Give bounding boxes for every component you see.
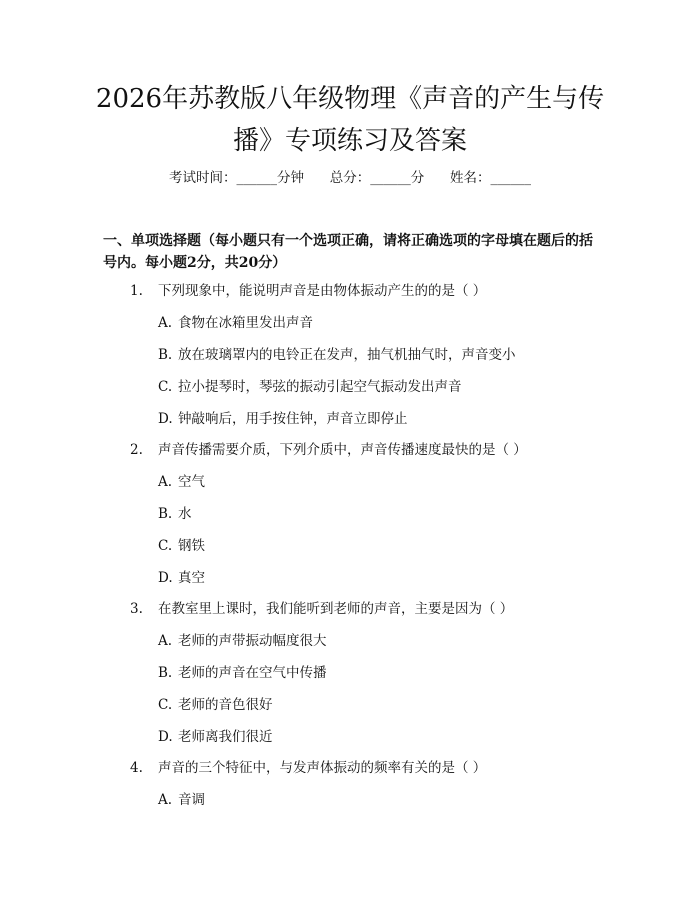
question-number: 3. <box>130 601 143 617</box>
option-letter: D. <box>158 729 173 745</box>
section-heading <box>103 230 610 274</box>
option-text: 水 <box>178 506 192 522</box>
question-text: 声音传播需要介质，下列介质中，声音传播速度最快的是（ ） <box>158 442 527 458</box>
option-letter: C. <box>158 379 173 395</box>
question-text: 声音的三个特征中，与发声体振动的频率有关的是（ ） <box>158 760 487 776</box>
option-text: 空气 <box>178 474 205 490</box>
question-text: 下列现象中，能说明声音是由物体振动产生的的是（ ） <box>158 283 487 299</box>
option-text: 老师的声音在空气中传播 <box>178 665 327 681</box>
title-line-2: 播》专项练习及答案 <box>232 126 467 156</box>
option-letter: A. <box>158 633 173 649</box>
option-letter: D. <box>158 411 173 427</box>
option-text: 钟敲响后，用手按住钟，声音立即停止 <box>178 411 408 427</box>
option-text: 钢铁 <box>178 538 205 554</box>
option-letter: B. <box>158 506 173 522</box>
option-text: 真空 <box>178 570 205 586</box>
option-text: 音调 <box>178 792 205 808</box>
option-letter: A. <box>158 792 173 808</box>
option-letter: C. <box>158 697 173 713</box>
option-text: 老师的音色很好 <box>178 697 273 713</box>
option-text: 食物在冰箱里发出声音 <box>178 315 313 331</box>
option-text: 拉小提琴时，琴弦的振动引起空气振动发出声音 <box>178 379 462 395</box>
section-heading-line-1: 一、单项选择题（每小题只有一个选项正确，请将正确选项的字母填在题后的括 <box>103 233 593 249</box>
option-text: 老师离我们很近 <box>178 729 273 745</box>
section-heading-line-2: 号内。每小题2分，共20分） <box>103 255 287 271</box>
option-letter: B. <box>158 665 173 681</box>
option-text: 老师的声带振动幅度很大 <box>178 633 327 649</box>
question-number: 2. <box>130 442 143 458</box>
option-letter: C. <box>158 538 173 554</box>
option-letter: B. <box>158 347 173 363</box>
title-line-1: 2026年苏教版八年级物理《声音的产生与传 <box>95 84 605 114</box>
question-text: 在教室里上课时，我们能听到老师的声音，主要是因为（ ） <box>158 601 514 617</box>
option-text: 放在玻璃罩内的电铃正在发声，抽气机抽气时，声音变小 <box>178 347 516 363</box>
option-letter: A. <box>158 315 173 331</box>
question-number: 4. <box>130 760 143 776</box>
option-letter: D. <box>158 570 173 586</box>
document-title <box>40 78 660 162</box>
exam-meta-line: 考试时间：______分钟 总分：______分 姓名：______ <box>169 170 531 186</box>
question-number: 1. <box>130 283 143 299</box>
option-letter: A. <box>158 474 173 490</box>
